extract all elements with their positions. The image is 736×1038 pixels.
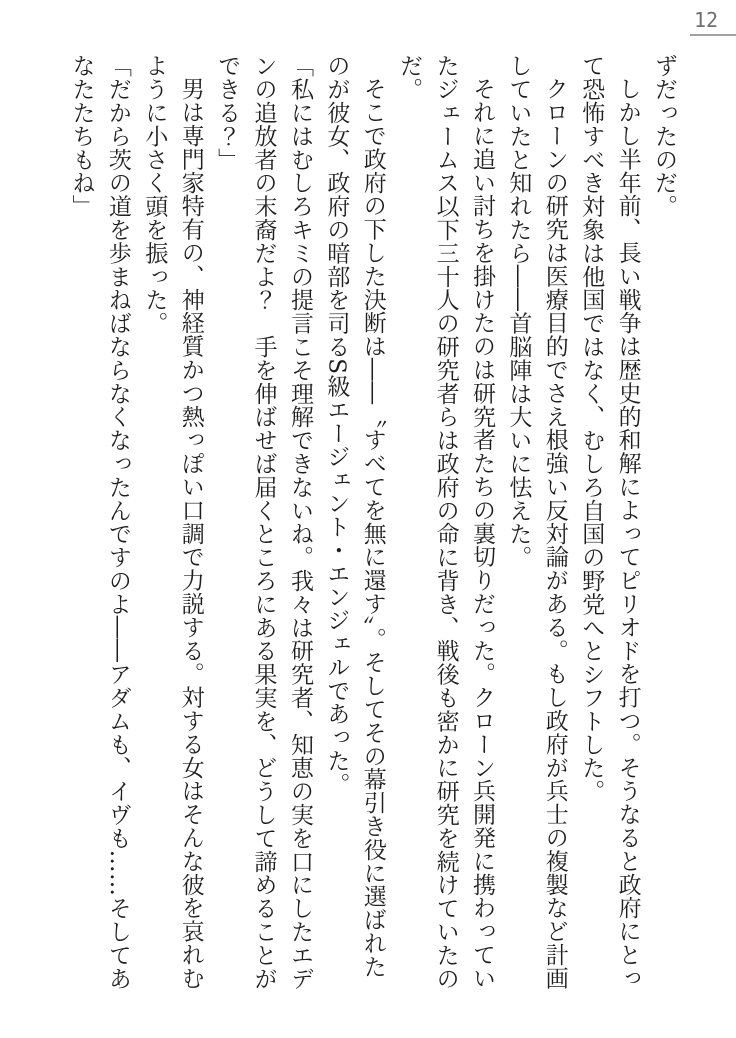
text-column-4: クローンの研究は医療目的でさえ根強い反対論がある。もし政府が兵士の複製など計画 bbox=[541, 77, 568, 990]
text-column-12: ンの追放者の末裔だよ？ 手を伸ばせば届くところにある果実を、どうして諦めることが bbox=[250, 54, 277, 990]
text-column-17: なたたちもね」 bbox=[68, 54, 95, 218]
text-column-8: だ。 bbox=[396, 54, 423, 101]
text-column-16: 「だから茨の道を歩まねばならなくなったんですのよ――アダムも、イヴも……そしてあ bbox=[104, 54, 131, 990]
text-column-13: できる？」 bbox=[214, 54, 241, 171]
text-column-15: ように小さく頭を振った。 bbox=[141, 54, 168, 335]
text-column-9: そこで政府の下した決断は――〝すべてを無に還す〟。そしてその幕引き役に選ばれた bbox=[359, 77, 386, 979]
text-column-2: しかし半年前、長い戦争は歴史的和解によってピリオドを打つ。そうなると政府にとっ bbox=[614, 77, 641, 990]
text-column-6: それに追い討ちを掛けたのは研究者たちの裏切りだった。クローン兵開発に携わってい bbox=[468, 77, 495, 990]
page-number bbox=[690, 9, 736, 36]
text-column-11: 「私にはむしろキミの提言こそ理解できないね。我々は研究者、知恵の実を口にしたエデ bbox=[286, 54, 313, 990]
text-column-10: のが彼女、政府の暗部を司るS級エージェント・エンジェルであった。 bbox=[323, 54, 350, 796]
text-column-7: たジェームス以下三十人の研究者らは政府の命に背き、戦後も密かに研究を続けていたの bbox=[432, 54, 459, 990]
text-area bbox=[63, 54, 682, 992]
text-column-5: していたと知れたら――首脳陣は大いに怯えた。 bbox=[505, 54, 532, 569]
text-column-3: て恐怖すべき対象は他国ではなく、むしろ自国の野党へとシフトした。 bbox=[578, 54, 605, 803]
text-column-1: ずだったのだ。 bbox=[651, 54, 677, 218]
text-column-14: 男は専門家特有の、神経質かつ熱っぽい口調で力説する。対する女はそんな彼を哀れむ bbox=[177, 77, 204, 990]
page-number-value: 12 bbox=[694, 8, 719, 32]
